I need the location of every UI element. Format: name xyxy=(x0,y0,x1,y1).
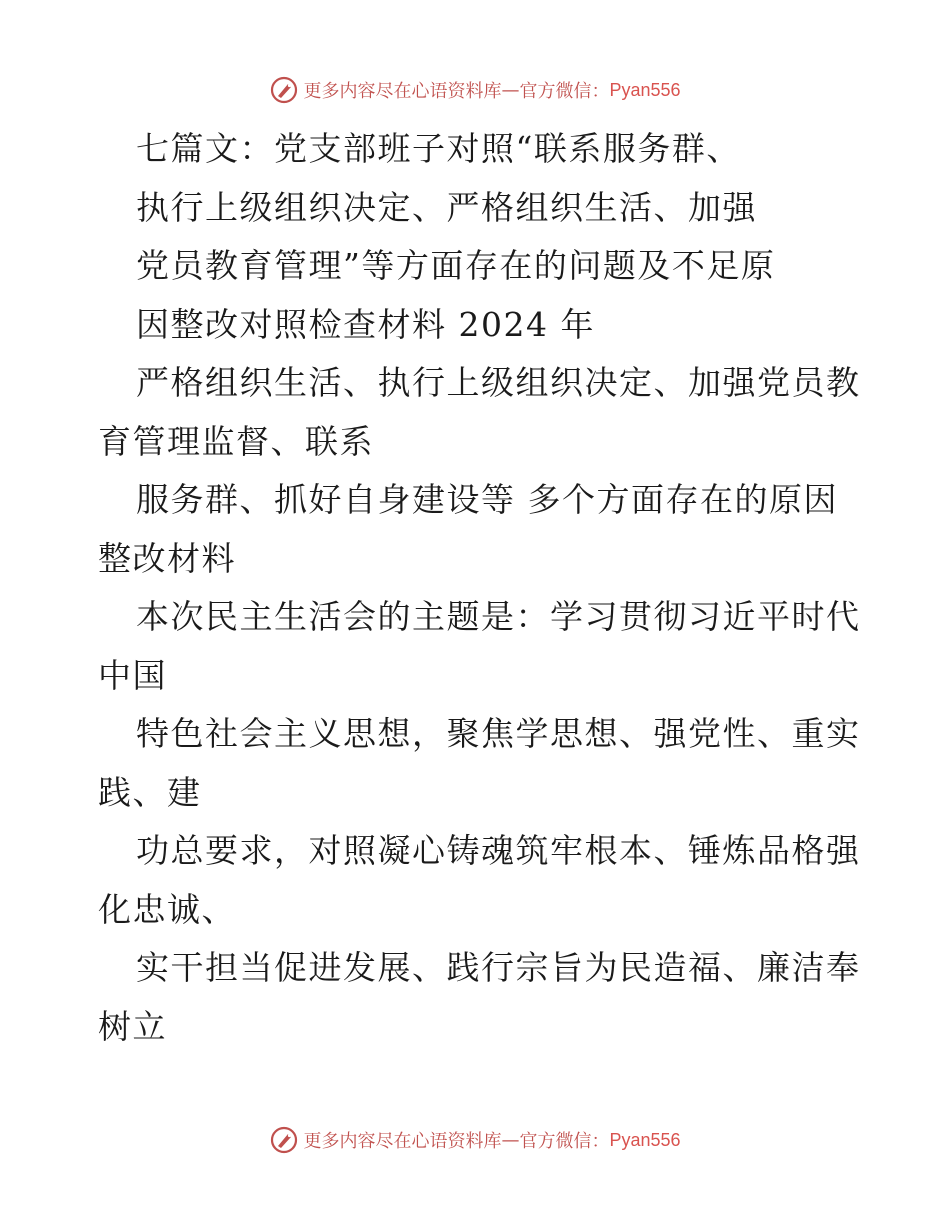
body-line: 服务群、抓好自身建设等 多个方面存在的原因 xyxy=(136,480,838,519)
body-line: 践、建 xyxy=(98,772,202,812)
body-line: 严格组织生活、执行上级组织决定、加强党员教 xyxy=(136,363,861,402)
body-line: 整改材料 xyxy=(98,538,236,578)
document-title xyxy=(98,120,858,354)
body-line: 育管理监督、联系 xyxy=(98,421,374,461)
pen-nib-circle-icon xyxy=(269,1125,299,1155)
body-line: 本次民主生活会的主题是：学习贯彻习近平时代 xyxy=(136,597,861,636)
document-paragraphs xyxy=(98,354,861,1056)
document-body xyxy=(98,120,861,1056)
title-line: 七篇文：党支部班子对照“联系服务群、 xyxy=(136,129,741,168)
watermark-site-text: 更多内容尽在心语资料库 xyxy=(303,1131,502,1152)
watermark-separator: — xyxy=(501,1129,520,1151)
watermark-wechat-label: 官方微信： xyxy=(519,81,610,102)
title-line: 因整改对照检查材料 2024 年 xyxy=(136,304,595,344)
body-line: 实干担当促进发展、践行宗旨为民造福、廉洁奉 xyxy=(136,948,861,987)
footer-watermark xyxy=(0,1120,950,1160)
title-line: 执行上级组织决定、严格组织生活、加强 xyxy=(136,187,757,227)
watermark-wechat-value: Pyan556 xyxy=(609,1129,681,1150)
body-line: 中国 xyxy=(98,655,167,695)
pen-nib-circle-icon xyxy=(269,75,299,105)
body-line: 化忠诚、 xyxy=(98,889,236,929)
watermark-separator: — xyxy=(501,79,520,101)
watermark-site-text: 更多内容尽在心语资料库 xyxy=(303,81,502,102)
header-watermark xyxy=(0,70,950,110)
body-line: 功总要求，对照凝心铸魂筑牢根本、锤炼品格强 xyxy=(136,831,861,870)
watermark-wechat-value: Pyan556 xyxy=(609,79,681,100)
body-line: 树立 xyxy=(98,1006,167,1046)
body-line: 特色社会主义思想，聚焦学思想、强党性、重实 xyxy=(136,714,861,753)
watermark-wechat-label: 官方微信： xyxy=(519,1131,610,1152)
title-line: 党员教育管理”等方面存在的问题及不足原 xyxy=(136,246,776,285)
